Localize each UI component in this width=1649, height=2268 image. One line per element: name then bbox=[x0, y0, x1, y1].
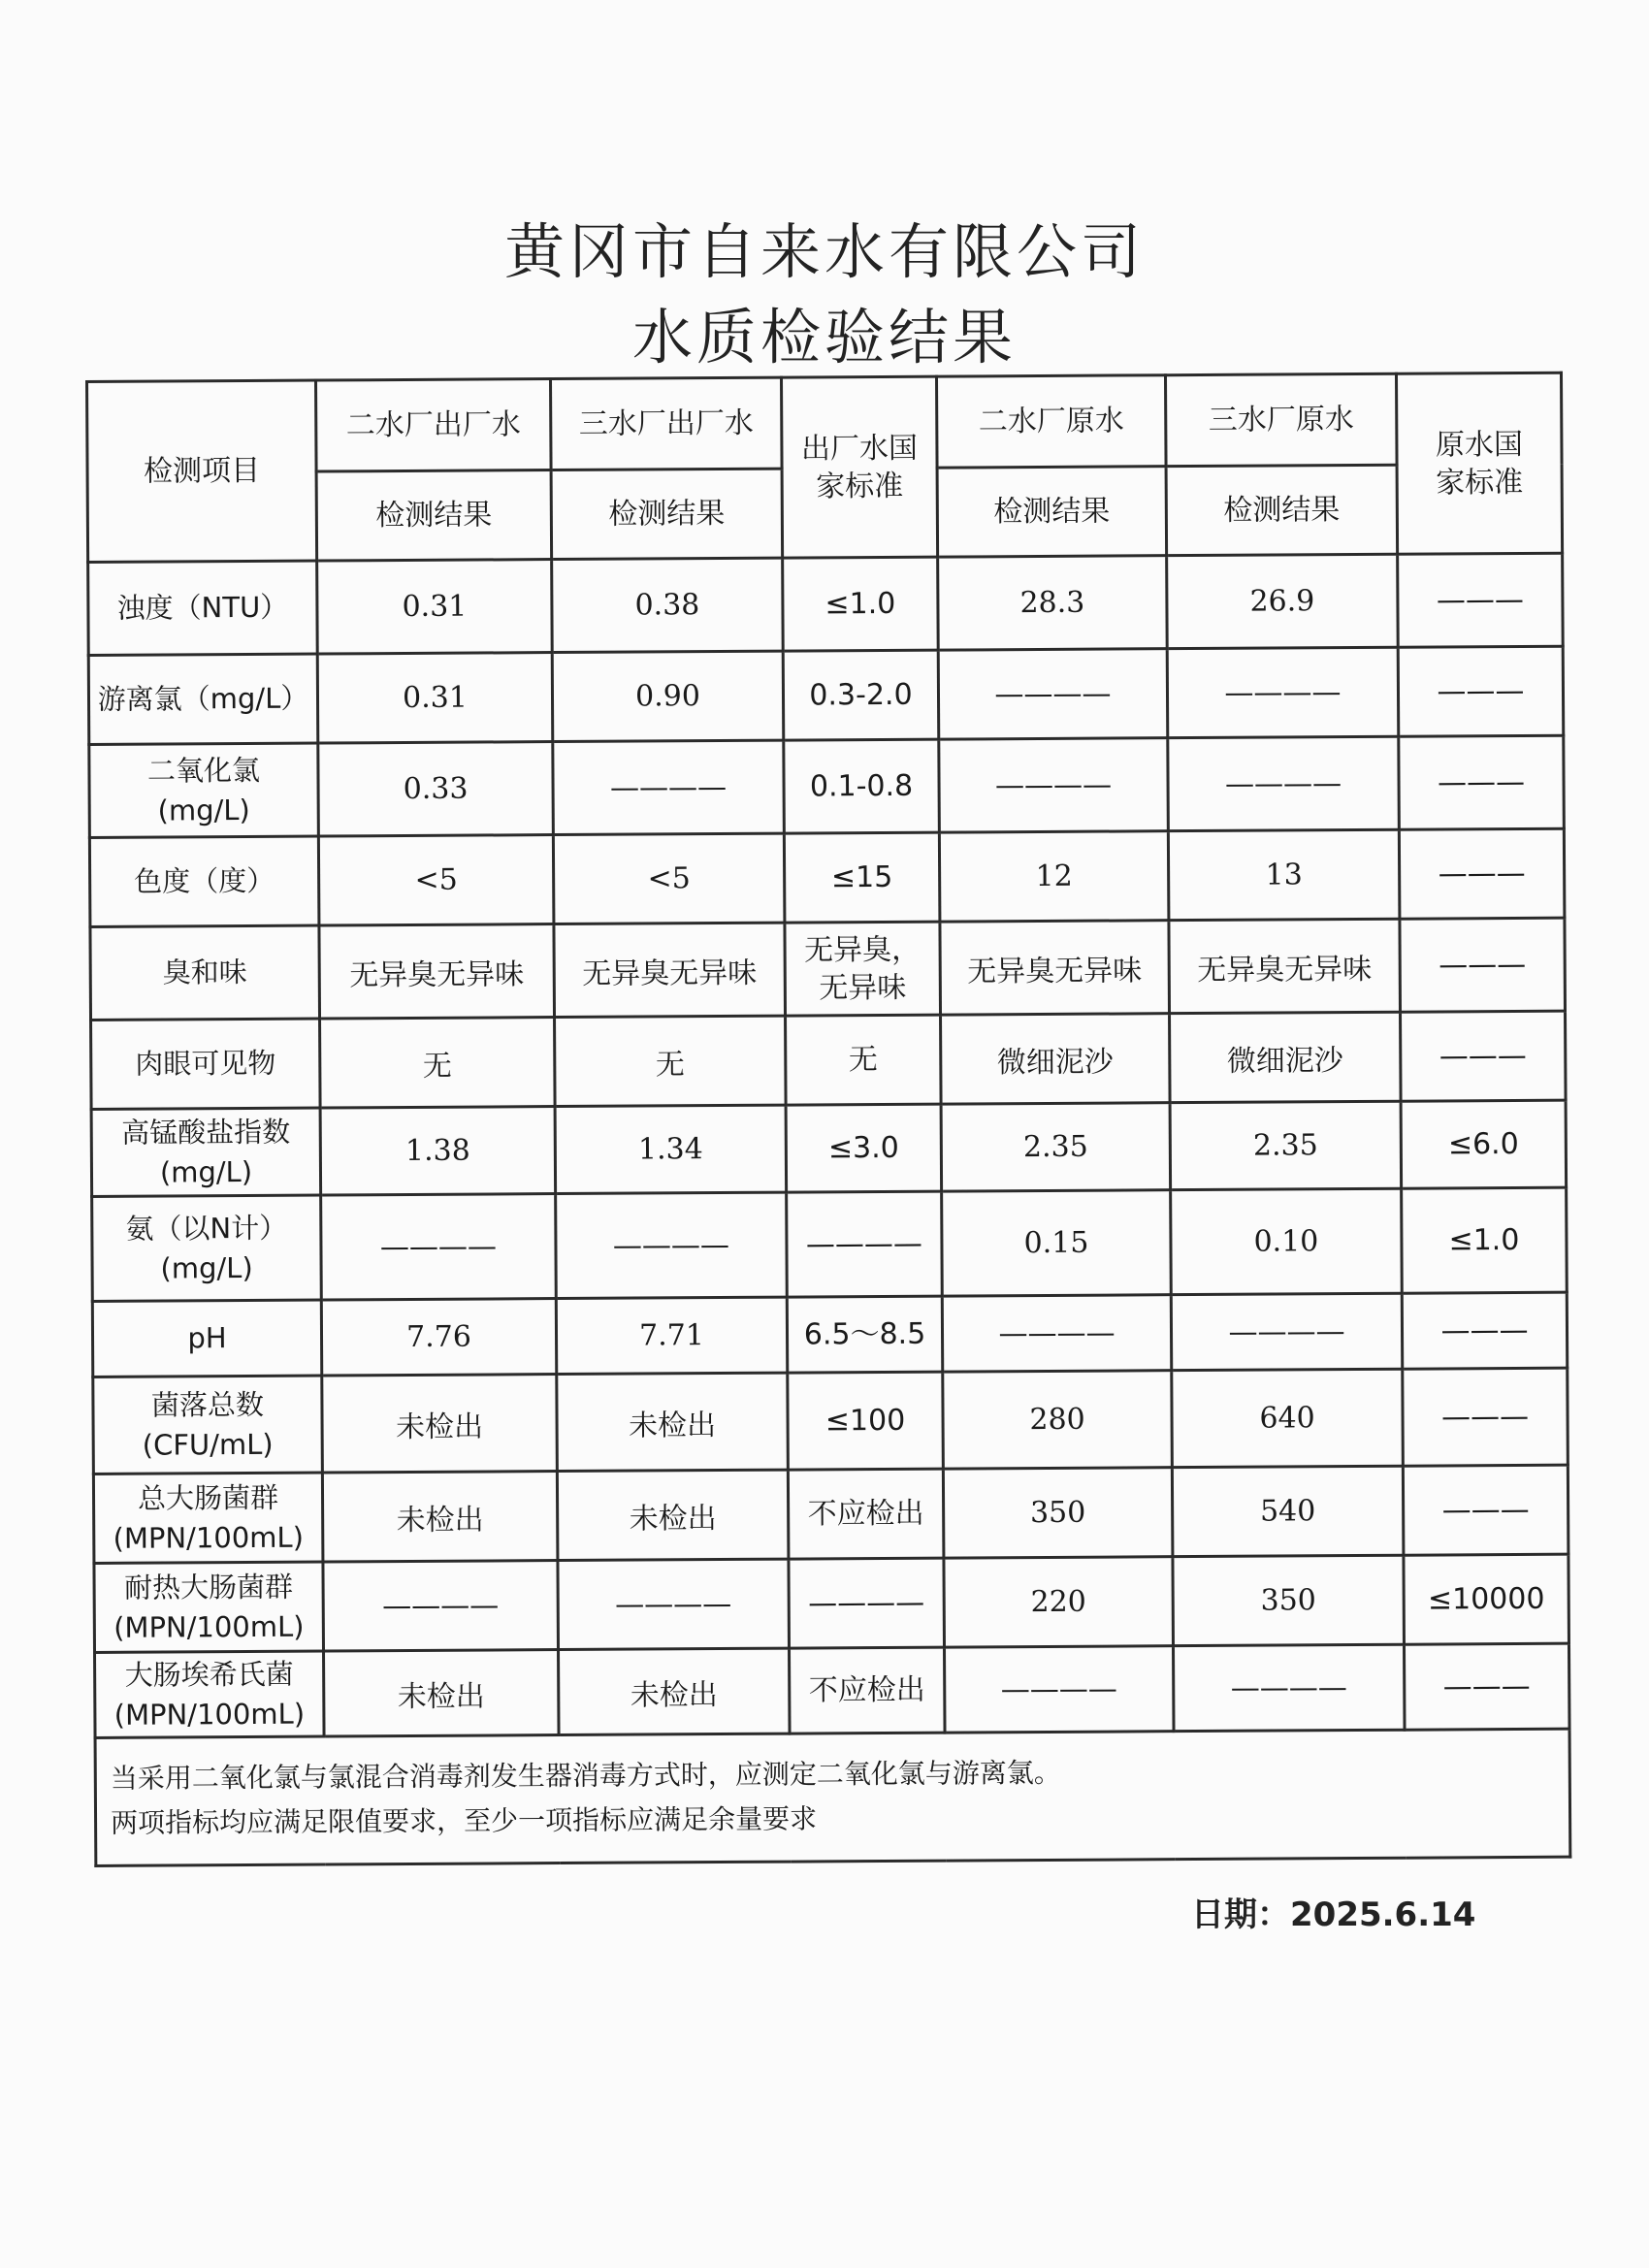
output-standard-value: 6.5～8.5 bbox=[787, 1296, 942, 1373]
plant3-raw-value: ———— bbox=[1173, 1644, 1405, 1732]
plant2-output-value: 1.38 bbox=[320, 1107, 556, 1195]
output-standard-value: ≤1.0 bbox=[783, 557, 939, 651]
document-subtitle: 水质检验结果 bbox=[631, 302, 1017, 373]
raw-standard-value: ——— bbox=[1398, 646, 1564, 736]
raw-standard-value: ——— bbox=[1403, 1465, 1568, 1555]
note-line-2: 两项指标均应满足限值要求，至少一项指标应满足余量要求 bbox=[110, 1802, 818, 1840]
plant2-raw-value: 0.15 bbox=[942, 1190, 1172, 1296]
plant2-raw-value: ———— bbox=[938, 649, 1168, 739]
plant3-raw-value: 0.10 bbox=[1171, 1188, 1403, 1294]
row-item-label: 浊度（NTU） bbox=[88, 561, 318, 655]
output-standard-value: 不应检出 bbox=[789, 1647, 945, 1733]
header-plant3-output: 三水厂出厂水 bbox=[551, 377, 783, 470]
plant3-output-value: ———— bbox=[558, 1559, 790, 1649]
output-standard-value: ———— bbox=[789, 1558, 945, 1648]
table-row bbox=[89, 828, 1565, 926]
row-item-label: 大肠埃希氏菌 (MPN/100mL) bbox=[95, 1651, 325, 1738]
table-row bbox=[89, 735, 1565, 837]
raw-standard-value: ≤1.0 bbox=[1402, 1187, 1568, 1293]
plant3-output-value: 未检出 bbox=[557, 1373, 789, 1471]
plant3-output-value: 无 bbox=[555, 1016, 787, 1106]
plant2-output-value: 未检出 bbox=[324, 1650, 560, 1737]
plant3-raw-value: 640 bbox=[1172, 1369, 1404, 1467]
plant3-output-value: 7.71 bbox=[556, 1297, 787, 1374]
plant2-output-value: ———— bbox=[323, 1561, 559, 1651]
plant2-output-value: 未检出 bbox=[322, 1472, 558, 1562]
table-row bbox=[93, 1465, 1568, 1563]
plant3-output-value: <5 bbox=[553, 833, 785, 923]
header-plant3-raw: 三水厂原水 bbox=[1165, 373, 1397, 466]
table-row bbox=[95, 1643, 1570, 1737]
raw-standard-value: ——— bbox=[1400, 918, 1566, 1012]
plant2-raw-value: 2.35 bbox=[941, 1103, 1171, 1191]
plant2-raw-value: 微细泥沙 bbox=[941, 1014, 1171, 1104]
output-standard-value: 不应检出 bbox=[788, 1469, 944, 1559]
plant3-output-value: 1.34 bbox=[555, 1105, 787, 1193]
raw-standard-value: ——— bbox=[1399, 828, 1565, 919]
table-row bbox=[88, 646, 1564, 744]
header-plant2-raw: 二水厂原水 bbox=[936, 375, 1166, 468]
row-item-label: 臭和味 bbox=[90, 925, 320, 1020]
header-output-standard: 出厂水国 家标准 bbox=[781, 376, 937, 558]
output-standard-value: 无异臭， 无异味 bbox=[785, 922, 941, 1016]
plant3-output-value: 无异臭无异味 bbox=[554, 923, 786, 1017]
row-item-label: 菌落总数 (CFU/mL) bbox=[93, 1376, 323, 1474]
raw-standard-value: ——— bbox=[1403, 1368, 1568, 1466]
report-date: 日期：2025.6.14 bbox=[1191, 1895, 1476, 1934]
plant2-output-value: ———— bbox=[321, 1194, 557, 1300]
table-row bbox=[93, 1368, 1568, 1474]
header-plant2-output: 二水厂出厂水 bbox=[316, 379, 552, 471]
raw-standard-value: ——— bbox=[1398, 553, 1564, 647]
row-item-label: 耐热大肠菌群 (MPN/100mL) bbox=[94, 1562, 324, 1652]
raw-standard-value: ——— bbox=[1402, 1292, 1567, 1369]
table-row bbox=[92, 1292, 1567, 1377]
table-row bbox=[94, 1554, 1569, 1652]
plant3-raw-value: ———— bbox=[1168, 736, 1400, 830]
output-standard-value: ≤15 bbox=[784, 832, 940, 923]
raw-standard-value: ≤6.0 bbox=[1401, 1100, 1567, 1188]
output-standard-value: 0.1-0.8 bbox=[784, 739, 940, 833]
plant3-raw-value: 2.35 bbox=[1170, 1101, 1402, 1189]
plant3-raw-value: ———— bbox=[1171, 1293, 1402, 1370]
output-standard-value: ≤3.0 bbox=[786, 1104, 942, 1192]
table-row bbox=[88, 553, 1564, 655]
output-standard-value: 无 bbox=[786, 1015, 942, 1105]
raw-standard-value: ——— bbox=[1399, 735, 1565, 829]
subheader-result: 检测结果 bbox=[1166, 465, 1398, 555]
plant3-output-value: ———— bbox=[553, 740, 785, 834]
row-item-label: 游离氯（mg/L） bbox=[88, 654, 318, 744]
plant2-raw-value: ———— bbox=[939, 738, 1169, 832]
plant3-raw-value: ———— bbox=[1167, 647, 1399, 737]
plant2-output-value: 0.31 bbox=[317, 653, 553, 743]
row-item-label: 肉眼可见物 bbox=[91, 1019, 321, 1109]
raw-standard-value: ——— bbox=[1401, 1011, 1567, 1101]
results-table bbox=[85, 372, 1571, 1867]
row-item-label: 总大肠菌群 (MPN/100mL) bbox=[93, 1473, 323, 1563]
table-row bbox=[92, 1187, 1568, 1301]
row-item-label: pH bbox=[92, 1300, 321, 1377]
plant3-raw-value: 无异臭无异味 bbox=[1169, 919, 1401, 1013]
plant2-raw-value: 12 bbox=[939, 831, 1169, 922]
subheader-result: 检测结果 bbox=[316, 470, 552, 561]
document-title: 黄冈市自来水有限公司 bbox=[503, 216, 1145, 287]
header-item: 检测项目 bbox=[87, 380, 317, 562]
plant3-raw-value: 350 bbox=[1173, 1555, 1405, 1645]
row-item-label: 色度（度） bbox=[89, 836, 319, 926]
output-standard-value: 0.3-2.0 bbox=[783, 650, 939, 740]
row-item-label: 氨（以N计） (mg/L) bbox=[92, 1195, 322, 1301]
plant2-raw-value: 280 bbox=[943, 1371, 1173, 1469]
row-item-label: 高锰酸盐指数 (mg/L) bbox=[91, 1108, 321, 1196]
table-row bbox=[91, 1100, 1567, 1196]
output-standard-value: ≤100 bbox=[788, 1372, 944, 1470]
plant2-output-value: 无 bbox=[320, 1018, 556, 1108]
plant3-output-value: 未检出 bbox=[557, 1470, 789, 1560]
plant2-output-value: 7.76 bbox=[321, 1299, 556, 1376]
header-raw-standard: 原水国 家标准 bbox=[1396, 373, 1562, 554]
plant3-raw-value: 26.9 bbox=[1167, 554, 1399, 648]
subheader-result: 检测结果 bbox=[937, 467, 1167, 557]
results-body bbox=[88, 553, 1569, 1737]
plant2-output-value: 未检出 bbox=[322, 1375, 558, 1473]
row-item-label: 二氧化氯 (mg/L) bbox=[89, 743, 319, 837]
table-row bbox=[91, 1011, 1567, 1109]
plant3-output-value: 0.90 bbox=[552, 651, 784, 741]
plant2-raw-value: ———— bbox=[944, 1646, 1174, 1733]
note-cell bbox=[95, 1729, 1570, 1865]
plant2-raw-value: 220 bbox=[944, 1557, 1174, 1647]
table-row bbox=[90, 918, 1566, 1020]
output-standard-value: ———— bbox=[787, 1191, 943, 1297]
plant2-raw-value: 28.3 bbox=[938, 556, 1168, 650]
plant2-output-value: <5 bbox=[318, 835, 554, 925]
plant2-output-value: 无异臭无异味 bbox=[319, 924, 555, 1019]
plant2-raw-value: 无异臭无异味 bbox=[940, 921, 1170, 1015]
plant2-output-value: 0.31 bbox=[317, 560, 553, 654]
raw-standard-value: ——— bbox=[1404, 1643, 1569, 1730]
plant3-raw-value: 540 bbox=[1172, 1466, 1404, 1556]
subheader-result: 检测结果 bbox=[551, 469, 783, 559]
plant3-raw-value: 13 bbox=[1168, 829, 1400, 920]
plant3-output-value: 未检出 bbox=[559, 1648, 791, 1735]
raw-standard-value: ≤10000 bbox=[1404, 1554, 1569, 1644]
plant2-raw-value: 350 bbox=[943, 1468, 1173, 1558]
plant2-output-value: 0.33 bbox=[318, 742, 554, 836]
plant2-raw-value: ———— bbox=[942, 1295, 1171, 1372]
plant3-raw-value: 微细泥沙 bbox=[1170, 1012, 1402, 1102]
plant3-output-value: ———— bbox=[556, 1192, 788, 1298]
note-line-1: 当采用二氧化氯与氯混合消毒剂发生器消毒方式时，应测定二氧化氯与游离氯。 bbox=[110, 1757, 1061, 1796]
plant3-output-value: 0.38 bbox=[552, 558, 784, 652]
